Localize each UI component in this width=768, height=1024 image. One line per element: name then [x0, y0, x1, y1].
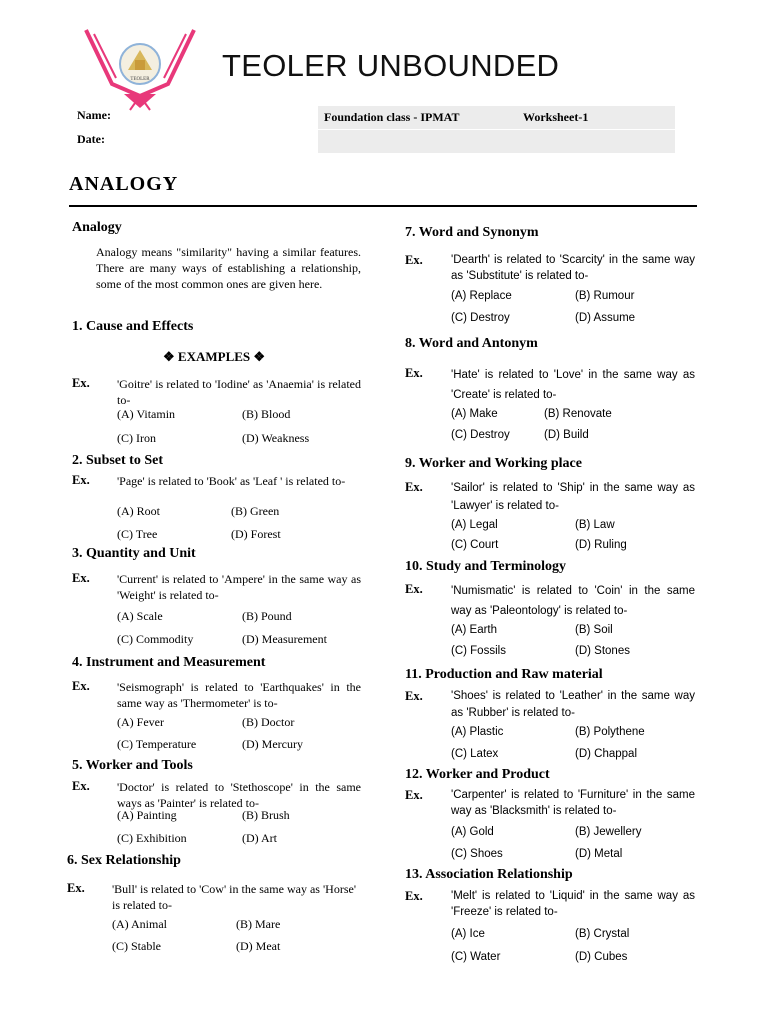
option-d: (D) Meat	[236, 939, 281, 953]
question-text: 'Goitre' is related to 'Iodine' as 'Anaemia' is related to-	[117, 377, 361, 407]
option-a: (A) Vitamin	[117, 407, 176, 421]
option-b: (B) Rumour	[575, 290, 635, 302]
option-b: (B) Crystal	[575, 928, 630, 940]
option-a: (A) Root	[117, 504, 160, 518]
ex-label: Ex.	[72, 679, 90, 693]
question-text: 'Carpenter' is related to 'Furniture' in the same way as 'Blacksmith' is related to-	[451, 789, 695, 817]
student-info-table	[72, 106, 675, 153]
option-c: (C) Commodity	[117, 632, 194, 646]
examples-label: ❖ EXAMPLES ❖	[163, 349, 266, 364]
option-b: (B) Polythene	[575, 726, 645, 738]
section-heading: 9. Worker and Working place	[405, 456, 582, 471]
option-a: (A) Plastic	[451, 726, 504, 738]
option-b: (B) Mare	[236, 917, 281, 931]
question-text: 'Bull' is related to 'Cow' in the same way as 'Horse' is related to-	[112, 882, 356, 912]
intro-heading: Analogy	[72, 220, 122, 235]
option-a: (A) Replace	[451, 290, 512, 302]
question-text: 'Sailor' is related to 'Ship' in the same way as 'Lawyer' is related to-	[451, 482, 695, 512]
option-a: (A) Scale	[117, 609, 163, 623]
section-heading: 6. Sex Relationship	[67, 853, 181, 868]
option-d: (D) Stones	[575, 645, 630, 657]
option-a: (A) Animal	[112, 917, 167, 931]
ex-label: Ex.	[405, 480, 423, 494]
option-a: (A) Earth	[451, 624, 498, 636]
option-c: (C) Latex	[451, 748, 499, 760]
option-c: (C) Tree	[117, 527, 158, 541]
question-text: 'Shoes' is related to 'Leather' in the same way as 'Rubber' is related to-	[451, 690, 695, 719]
option-b: (B) Soil	[575, 624, 613, 636]
option-c: (C) Fossils	[451, 645, 506, 657]
question-text: 'Melt' is related to 'Liquid' in the same way as 'Freeze' is related to-	[451, 890, 695, 918]
option-b: (B) Blood	[242, 407, 291, 421]
section-heading: 5. Worker and Tools	[72, 758, 193, 773]
option-c: (C) Stable	[112, 939, 161, 953]
option-b: (B) Jewellery	[575, 826, 642, 838]
section-heading: 10. Study and Terminology	[405, 559, 567, 574]
option-c: (C) Destroy	[451, 429, 510, 441]
option-b: (B) Renovate	[544, 408, 612, 420]
option-b: (B) Doctor	[242, 715, 295, 729]
option-d: (D) Art	[242, 831, 277, 845]
question-text: 'Dearth' is related to 'Scarcity' in the same way as 'Substitute' is related to-	[451, 254, 695, 282]
option-d: (D) Assume	[575, 312, 636, 324]
option-a: (A) Legal	[451, 519, 498, 531]
question-text: 'Page' is related to 'Book' as 'Leaf ' is related to-	[117, 474, 346, 488]
ex-label: Ex.	[72, 571, 90, 585]
option-a: (A) Fever	[117, 715, 164, 729]
ex-label: Ex.	[405, 689, 423, 703]
option-d: (D) Weakness	[242, 431, 310, 445]
ex-label: Ex.	[72, 376, 90, 390]
class-label: Foundation class - IPMAT	[324, 110, 460, 124]
option-d: (D) Build	[544, 429, 589, 441]
option-a: (A) Make	[451, 408, 498, 420]
title-divider	[69, 205, 697, 207]
option-c: (C) Court	[451, 539, 499, 551]
option-d: (D) Measurement	[242, 632, 327, 646]
section-heading: 13. Association Relationship	[405, 867, 573, 882]
date-label: Date:	[77, 132, 105, 146]
section-heading: 8. Word and Antonym	[405, 336, 538, 351]
document-title: ANALOGY	[69, 173, 179, 195]
option-d: (D) Metal	[575, 848, 623, 860]
section-heading: 4. Instrument and Measurement	[72, 655, 266, 670]
option-c: (C) Water	[451, 951, 501, 963]
option-d: (D) Mercury	[242, 737, 303, 751]
question-text: 'Doctor' is related to 'Stethoscope' in the same ways as 'Painter' is related to-	[117, 780, 361, 810]
name-label: Name:	[77, 108, 111, 122]
section-heading: 12. Worker and Product	[405, 767, 550, 782]
option-c: (C) Exhibition	[117, 831, 187, 845]
teoler-logo	[80, 26, 200, 112]
brand-title: TEOLER UNBOUNDED	[222, 48, 560, 83]
option-d: (D) Cubes	[575, 951, 628, 963]
ex-label: Ex.	[405, 253, 423, 267]
ex-label: Ex.	[405, 366, 423, 380]
question-text: 'Hate' is related to 'Love' in the same way as 'Create' is related to-	[451, 369, 695, 401]
option-c: (C) Temperature	[117, 737, 197, 751]
option-b: (B) Law	[575, 519, 615, 531]
ex-label: Ex.	[72, 473, 90, 487]
option-a: (A) Painting	[117, 808, 177, 822]
section-heading: 2. Subset to Set	[72, 453, 164, 468]
section-heading: 11. Production and Raw material	[405, 667, 603, 682]
section-heading: 7. Word and Synonym	[405, 225, 539, 240]
ex-label: Ex.	[405, 889, 423, 903]
question-text: 'Numismatic' is related to 'Coin' in the same way as 'Paleontology' is related to-	[451, 585, 695, 617]
option-d: (D) Chappal	[575, 748, 637, 760]
ex-label: Ex.	[67, 881, 85, 895]
option-b: (B) Pound	[242, 609, 292, 623]
section-heading: 1. Cause and Effects	[72, 319, 194, 334]
logo-text: TEOLER	[130, 77, 150, 82]
section-heading: 3. Quantity and Unit	[72, 546, 196, 561]
option-d: (D) Ruling	[575, 539, 627, 551]
worksheet-label: Worksheet-1	[523, 110, 589, 124]
option-c: (C) Shoes	[451, 848, 503, 860]
option-a: (A) Gold	[451, 826, 494, 838]
question-text: 'Seismograph' is related to 'Earthquakes' in the same way as 'Thermometer' is to-	[117, 680, 361, 710]
question-text: 'Current' is related to 'Ampere' in the same way as 'Weight' is related to-	[117, 572, 361, 602]
option-d: (D) Forest	[231, 527, 281, 541]
option-c: (C) Iron	[117, 431, 156, 445]
ex-label: Ex.	[72, 779, 90, 793]
option-b: (B) Green	[231, 504, 280, 518]
ex-label: Ex.	[405, 582, 423, 596]
option-c: (C) Destroy	[451, 312, 510, 324]
intro-text: Analogy means "similarity" having a similar features. There are many ways of establishing a relationship, some of the most common ones are given here.	[96, 245, 361, 291]
option-b: (B) Brush	[242, 808, 290, 822]
ex-label: Ex.	[405, 788, 423, 802]
option-a: (A) Ice	[451, 928, 485, 940]
